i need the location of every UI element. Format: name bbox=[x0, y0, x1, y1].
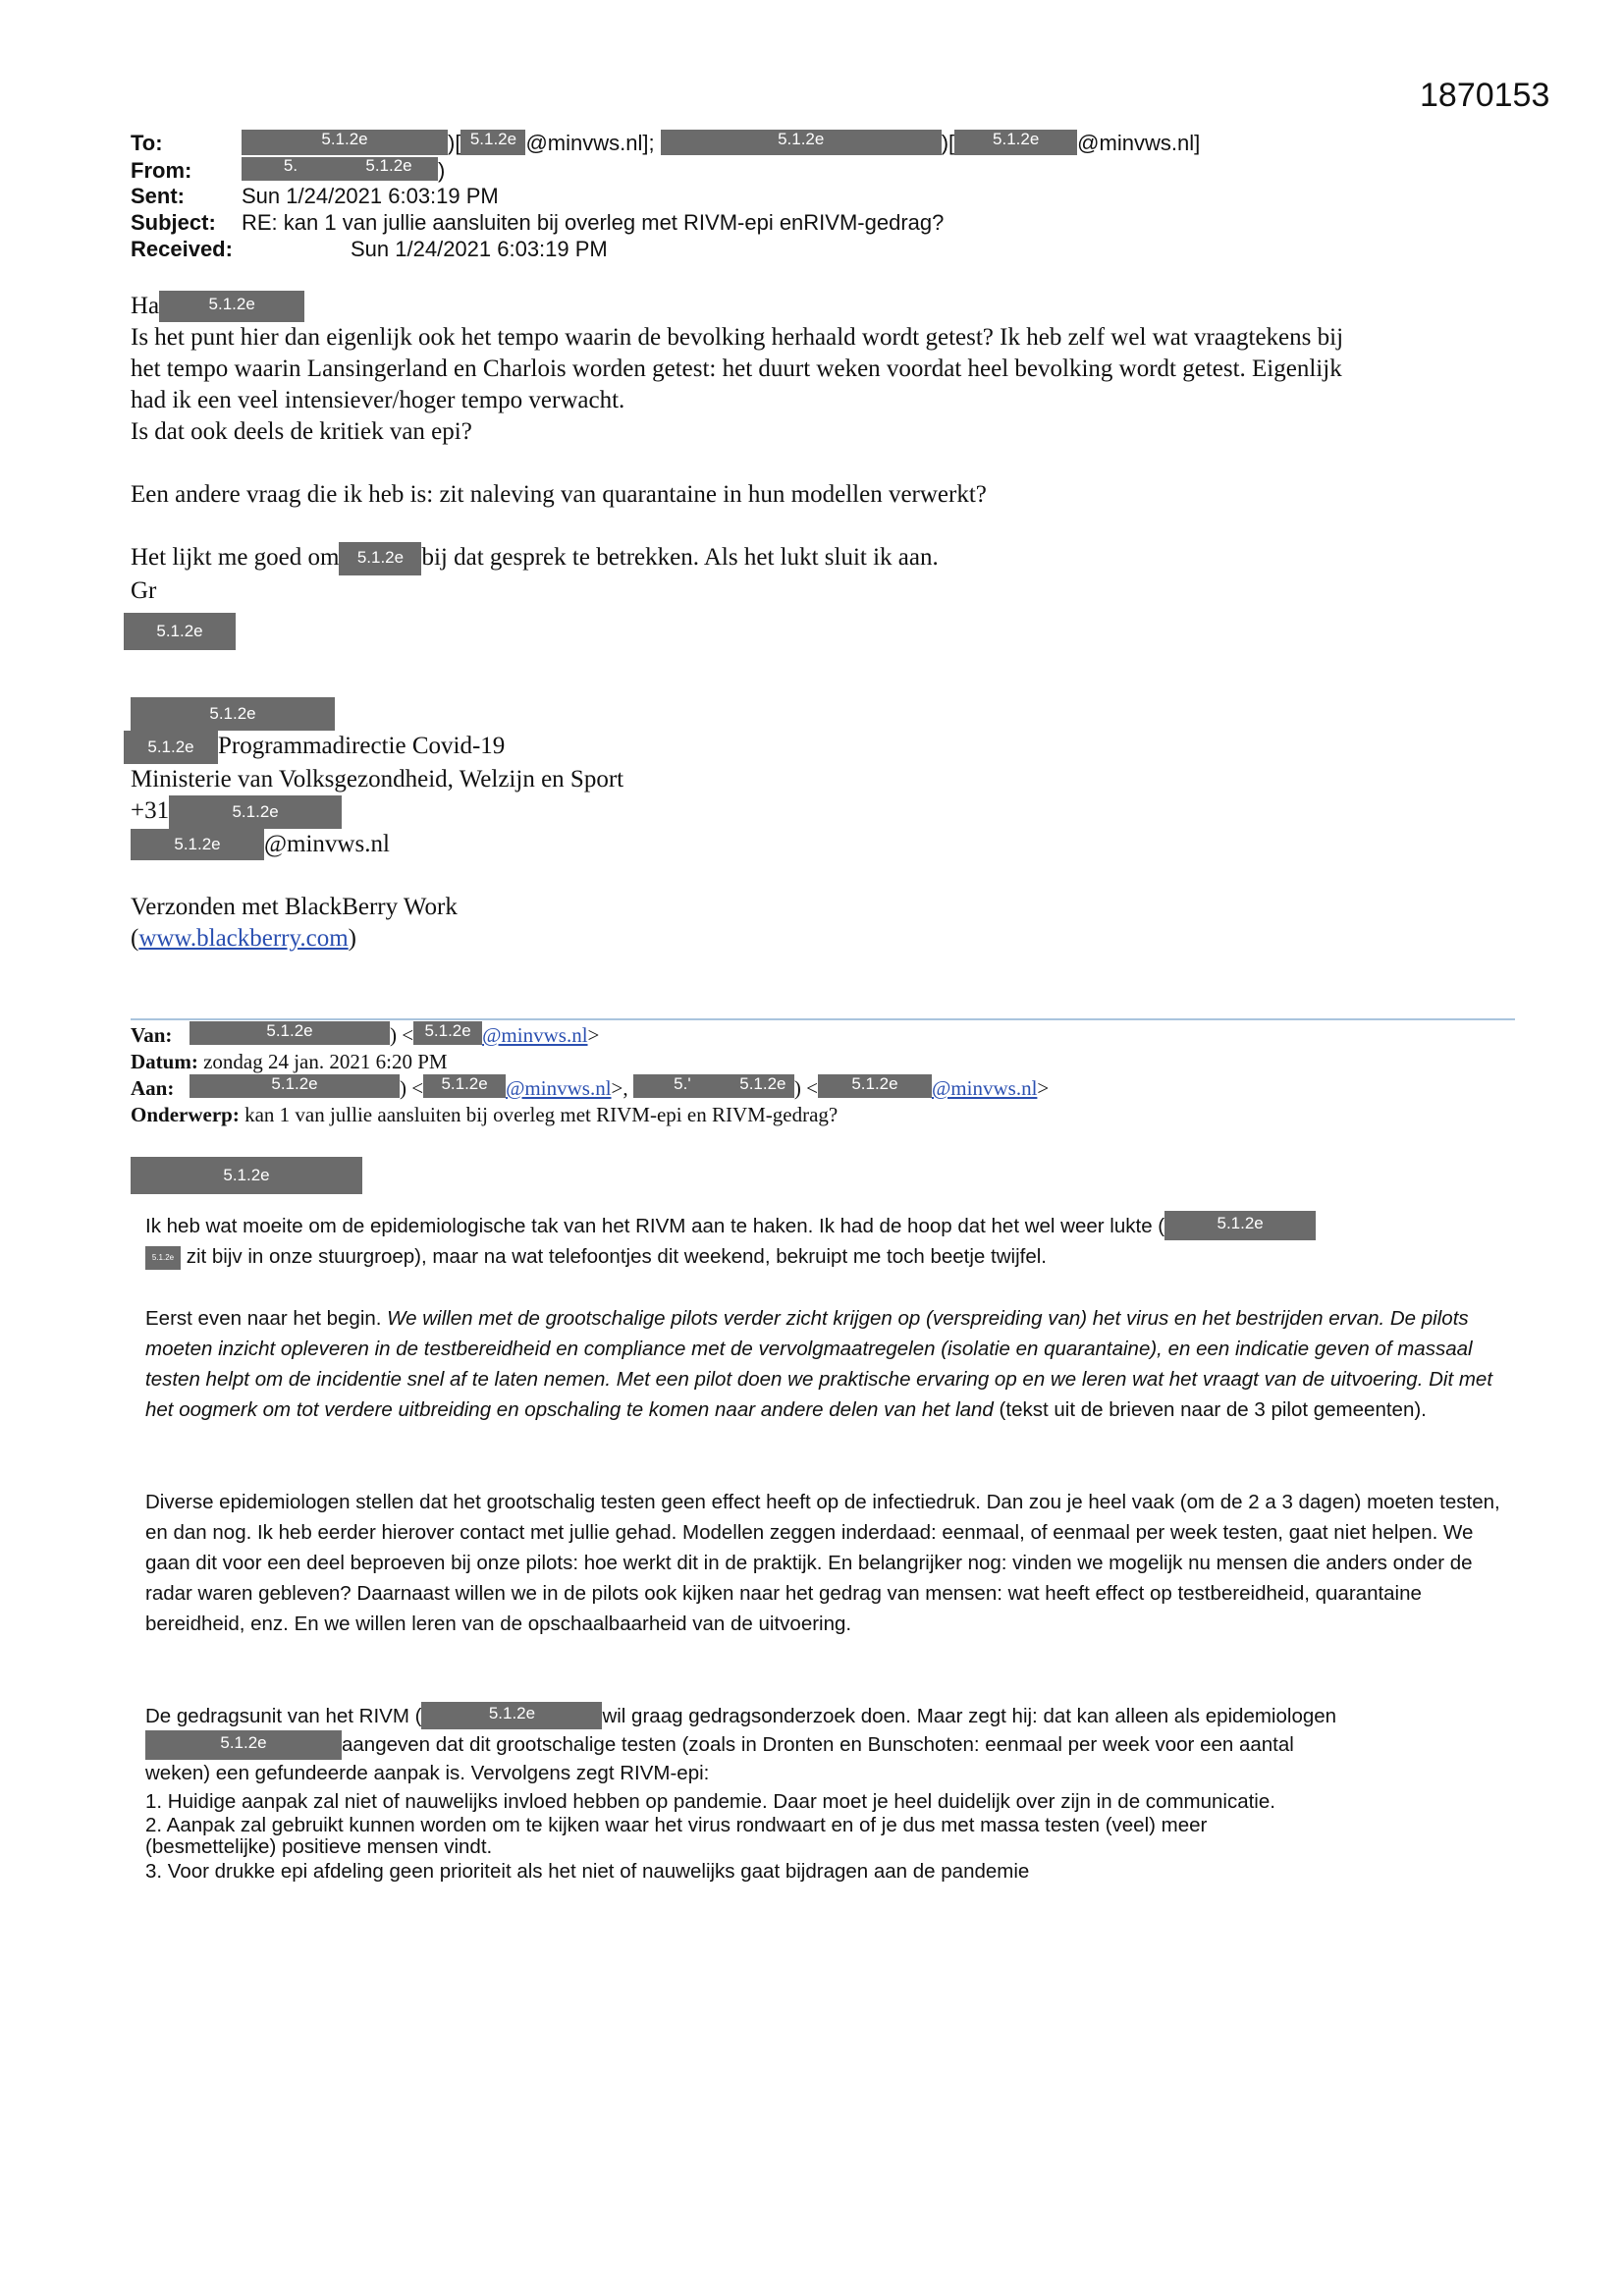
text-fragment: zit bijv in onze stuurgroep), maar na wat telefoontjes dit weekend, bekruipt me toch beetje twijfel. bbox=[186, 1245, 1047, 1268]
quoted-letter-text: We willen met de grootschalige pilots verder zicht krijgen op (verspreiding van) het virus en het bestrijden ervan. De pilots moeten inzicht opleveren in de testbereidheid en compliance met de vervolgmaatregelen (isolatie en quarantaine), en een indicatie geven of massaal testen helpt om de incidentie snel af te laten nemen. Met een pilot doen we praktische ervaring op en we leren wat het vraagt van de uitvoering. Dit met het oogmerk om tot verdere uitbreiding en opschaling te komen naar andere delen van het land bbox=[145, 1307, 1493, 1421]
to-separator: )[ bbox=[941, 131, 955, 155]
van-close: > bbox=[587, 1023, 600, 1047]
redaction-box: 5.1.2e bbox=[131, 697, 335, 731]
redaction-box: 5.1.2e bbox=[189, 1021, 390, 1045]
redaction-box: 5.' bbox=[633, 1074, 731, 1098]
signature-ministry: Ministerie van Volksgezondheid, Welzijn en Sport bbox=[131, 766, 624, 793]
email1-paragraph-1 bbox=[131, 322, 1343, 448]
text-fragment: wil graag gedragsonderzoek doen. Maar zegt hij: dat kan alleen als epidemiologen bbox=[602, 1705, 1337, 1727]
sent-row bbox=[131, 183, 1200, 209]
datum-value: zondag 24 jan. 2021 6:20 PM bbox=[203, 1050, 448, 1073]
redaction-box: 5.1.2e bbox=[413, 1021, 482, 1045]
email2-header bbox=[131, 1021, 1049, 1127]
redaction-box: 5.1.2e bbox=[145, 1730, 342, 1760]
sent-value: Sun 1/24/2021 6:03:19 PM bbox=[242, 184, 499, 208]
email1-paragraph-3 bbox=[131, 542, 939, 575]
redaction-box: 5.1.2e bbox=[661, 130, 942, 155]
aan-row bbox=[131, 1074, 1049, 1101]
phone-prefix: +31 bbox=[131, 797, 170, 824]
van-label: Van: bbox=[131, 1023, 173, 1047]
redaction-box: 5.1.2e bbox=[131, 1157, 362, 1194]
text-fragment: aangeven dat dit grootschalige testen (zoals in Dronten en Bunschoten: eenmaal per week voor een aantal bbox=[342, 1733, 1294, 1756]
redaction-box: 5.1.2e bbox=[131, 829, 264, 860]
redaction-box: 5.1.2e bbox=[1164, 1211, 1316, 1240]
text-line: Is dat ook deels de kritiek van epi? bbox=[131, 418, 472, 445]
redaction-box: 5.1.2e bbox=[731, 1074, 794, 1098]
text-fragment: Het lijkt me goed om bbox=[131, 544, 340, 571]
onderwerp-label: Onderwerp: bbox=[131, 1103, 240, 1126]
text-fragment: (tekst uit de brieven naar de 3 pilot gemeenten). bbox=[999, 1398, 1427, 1421]
aan-email-link[interactable]: @minvws.nl bbox=[506, 1076, 612, 1100]
redaction-box: 5.1.2e bbox=[159, 291, 304, 322]
to-separator: )[ bbox=[448, 131, 461, 155]
signature-phone bbox=[131, 795, 342, 829]
received-row bbox=[131, 236, 1200, 262]
redaction-box: 5.1.2e bbox=[460, 130, 525, 155]
onderwerp-value: kan 1 van jullie aansluiten bij overleg met RIVM-epi en RIVM-gedrag? bbox=[244, 1103, 839, 1126]
redaction-box: 5.1.2e bbox=[818, 1074, 932, 1098]
aan-mid: >, bbox=[611, 1076, 628, 1100]
department: Programmadirectie Covid-19 bbox=[218, 733, 506, 759]
subject-value: RE: kan 1 van jullie aansluiten bij overleg met RIVM-epi enRIVM-gedrag? bbox=[242, 210, 945, 235]
email2-paragraph-1 bbox=[145, 1211, 1500, 1272]
datum-label: Datum: bbox=[131, 1050, 198, 1073]
subject-label: Subject: bbox=[131, 210, 216, 235]
email2-paragraph-3: Diverse epidemiologen stellen dat het grootschalig testen geen effect heeft op de infectiedruk. Dan zou je heel vaak (om de 2 a 3 dagen) moeten testen, en dan nog. Ik heb eerder hierover contact met jullie gehad. Modellen zeggen inderdaad: eenmaal, of eenmaal per week testen, gaat niet helpen. We gaan dit voor een deel beproeven bij onze pilots: hoe werkt dit in de praktijk. En belangrijker nog: vinden we mogelijk nu mensen die anders onder de radar waren gebleven? Daarnaast willen we in de pilots ook kijken naar het gedrag van mensen: wat heeft effect op testbereidheid, quarantaine bereidheid, enz. En we willen leren van de opschaalbaarheid van de uitvoering. bbox=[145, 1491, 1500, 1635]
text-fragment: bij dat gesprek te betrekken. Als het lukt sluit ik aan. bbox=[421, 544, 939, 571]
signer-name bbox=[124, 613, 236, 650]
text-line: het tempo waarin Lansingerland en Charlois worden getest: het duurt weken voordat heel bevolking wordt getest. Eigenlijk bbox=[131, 355, 1342, 382]
signature-name bbox=[131, 697, 335, 731]
redaction-box: 5.1.2e bbox=[169, 795, 342, 829]
email1-paragraph-2: Een andere vraag die ik heb is: zit naleving van quarantaine in hun modellen verwerkt? bbox=[131, 481, 987, 508]
rivm-epi-list bbox=[145, 1791, 1520, 1883]
greeting bbox=[131, 291, 304, 322]
sent-with: Verzonden met BlackBerry Work bbox=[131, 894, 458, 920]
signoff: Gr bbox=[131, 577, 157, 604]
redaction-box: 5.1.2e bbox=[189, 1074, 400, 1098]
received-value: Sun 1/24/2021 6:03:19 PM bbox=[351, 237, 608, 261]
onderwerp-row bbox=[131, 1101, 1049, 1127]
signature-dept bbox=[124, 731, 505, 764]
aan-separator: ) < bbox=[793, 1076, 818, 1100]
text-line: weken) een gefundeerde aanpak is. Vervolgens zegt RIVM-epi: bbox=[145, 1762, 710, 1784]
from-close: ) bbox=[438, 158, 446, 183]
sent-label: Sent: bbox=[131, 184, 185, 208]
list-item: 1. Huidige aanpak zal niet of nauwelijks invloed hebben op pandemie. Daar moet je heel duidelijk over zijn in de communicatie. bbox=[145, 1790, 1275, 1813]
to-label: To: bbox=[131, 131, 163, 155]
blackberry-link[interactable]: www.blackberry.com bbox=[138, 925, 349, 952]
aan-close: > bbox=[1037, 1076, 1050, 1100]
datum-row bbox=[131, 1048, 1049, 1074]
list-item: (besmettelijke) positieve mensen vindt. bbox=[145, 1835, 493, 1858]
to-row bbox=[131, 130, 1200, 157]
email2-salutation bbox=[131, 1157, 362, 1194]
redaction-box: 5.1.2e bbox=[340, 157, 438, 181]
text-fragment: Eerst even naar het begin. bbox=[145, 1307, 382, 1330]
to-domain: @minvws.nl]; bbox=[525, 131, 655, 155]
van-row bbox=[131, 1021, 1049, 1048]
text-fragment: De gedragsunit van het RIVM ( bbox=[145, 1705, 422, 1727]
aan-label: Aan: bbox=[131, 1076, 175, 1100]
text-line: had ik een veel intensiever/hoger tempo verwacht. bbox=[131, 387, 625, 413]
document-number: 1870153 bbox=[1420, 77, 1550, 114]
list-item: 3. Voor drukke epi afdeling geen prioriteit als het niet of nauwelijks gaat bijdragen aan de pandemie bbox=[145, 1860, 1030, 1883]
aan-separator: ) < bbox=[400, 1076, 424, 1100]
from-label: From: bbox=[131, 158, 192, 183]
aan-email-link[interactable]: @minvws.nl bbox=[931, 1076, 1038, 1100]
redaction-box: 5.1.2e bbox=[421, 1702, 602, 1729]
redaction-box: 5.1.2e bbox=[145, 1246, 181, 1270]
redaction-box: 5.1.2e bbox=[124, 731, 218, 764]
blackberry-link-line: (www.blackberry.com) bbox=[131, 925, 356, 952]
email2-paragraph-4 bbox=[145, 1702, 1520, 1786]
redaction-box: 5.1.2e bbox=[242, 130, 448, 155]
subject-row bbox=[131, 209, 1200, 236]
email2-paragraph-2 bbox=[145, 1303, 1500, 1425]
signature-email bbox=[131, 829, 390, 860]
redaction-box: 5.1.2e bbox=[954, 130, 1077, 155]
redaction-box: 5.1.2e bbox=[124, 613, 236, 650]
redaction-box: 5. bbox=[242, 157, 340, 181]
list-item: 2. Aanpak zal gebruikt kunnen worden om te kijken waar het virus rondwaart en of je dus met massa testen (veel) meer bbox=[145, 1814, 1208, 1836]
redaction-box: 5.1.2e bbox=[423, 1074, 506, 1098]
van-separator: ) < bbox=[390, 1023, 414, 1047]
text-line: Is het punt hier dan eigenlijk ook het tempo waarin de bevolking herhaald wordt getest? Ik heb zelf wel wat vraagtekens bij bbox=[131, 324, 1344, 351]
text-fragment: Ik heb wat moeite om de epidemiologische tak van het RIVM aan te haken. Ik had de hoop dat het wel weer lukte ( bbox=[145, 1215, 1165, 1237]
email1-header bbox=[131, 130, 1200, 262]
email-separator bbox=[131, 1018, 1515, 1020]
to-domain: @minvws.nl] bbox=[1077, 131, 1201, 155]
van-email-link[interactable]: @minvws.nl bbox=[482, 1023, 588, 1047]
redaction-box: 5.1.2e bbox=[339, 542, 421, 575]
from-row bbox=[131, 157, 1200, 183]
received-label: Received: bbox=[131, 237, 233, 261]
email-domain: @minvws.nl bbox=[264, 831, 390, 857]
greeting-word: Ha bbox=[131, 293, 160, 319]
